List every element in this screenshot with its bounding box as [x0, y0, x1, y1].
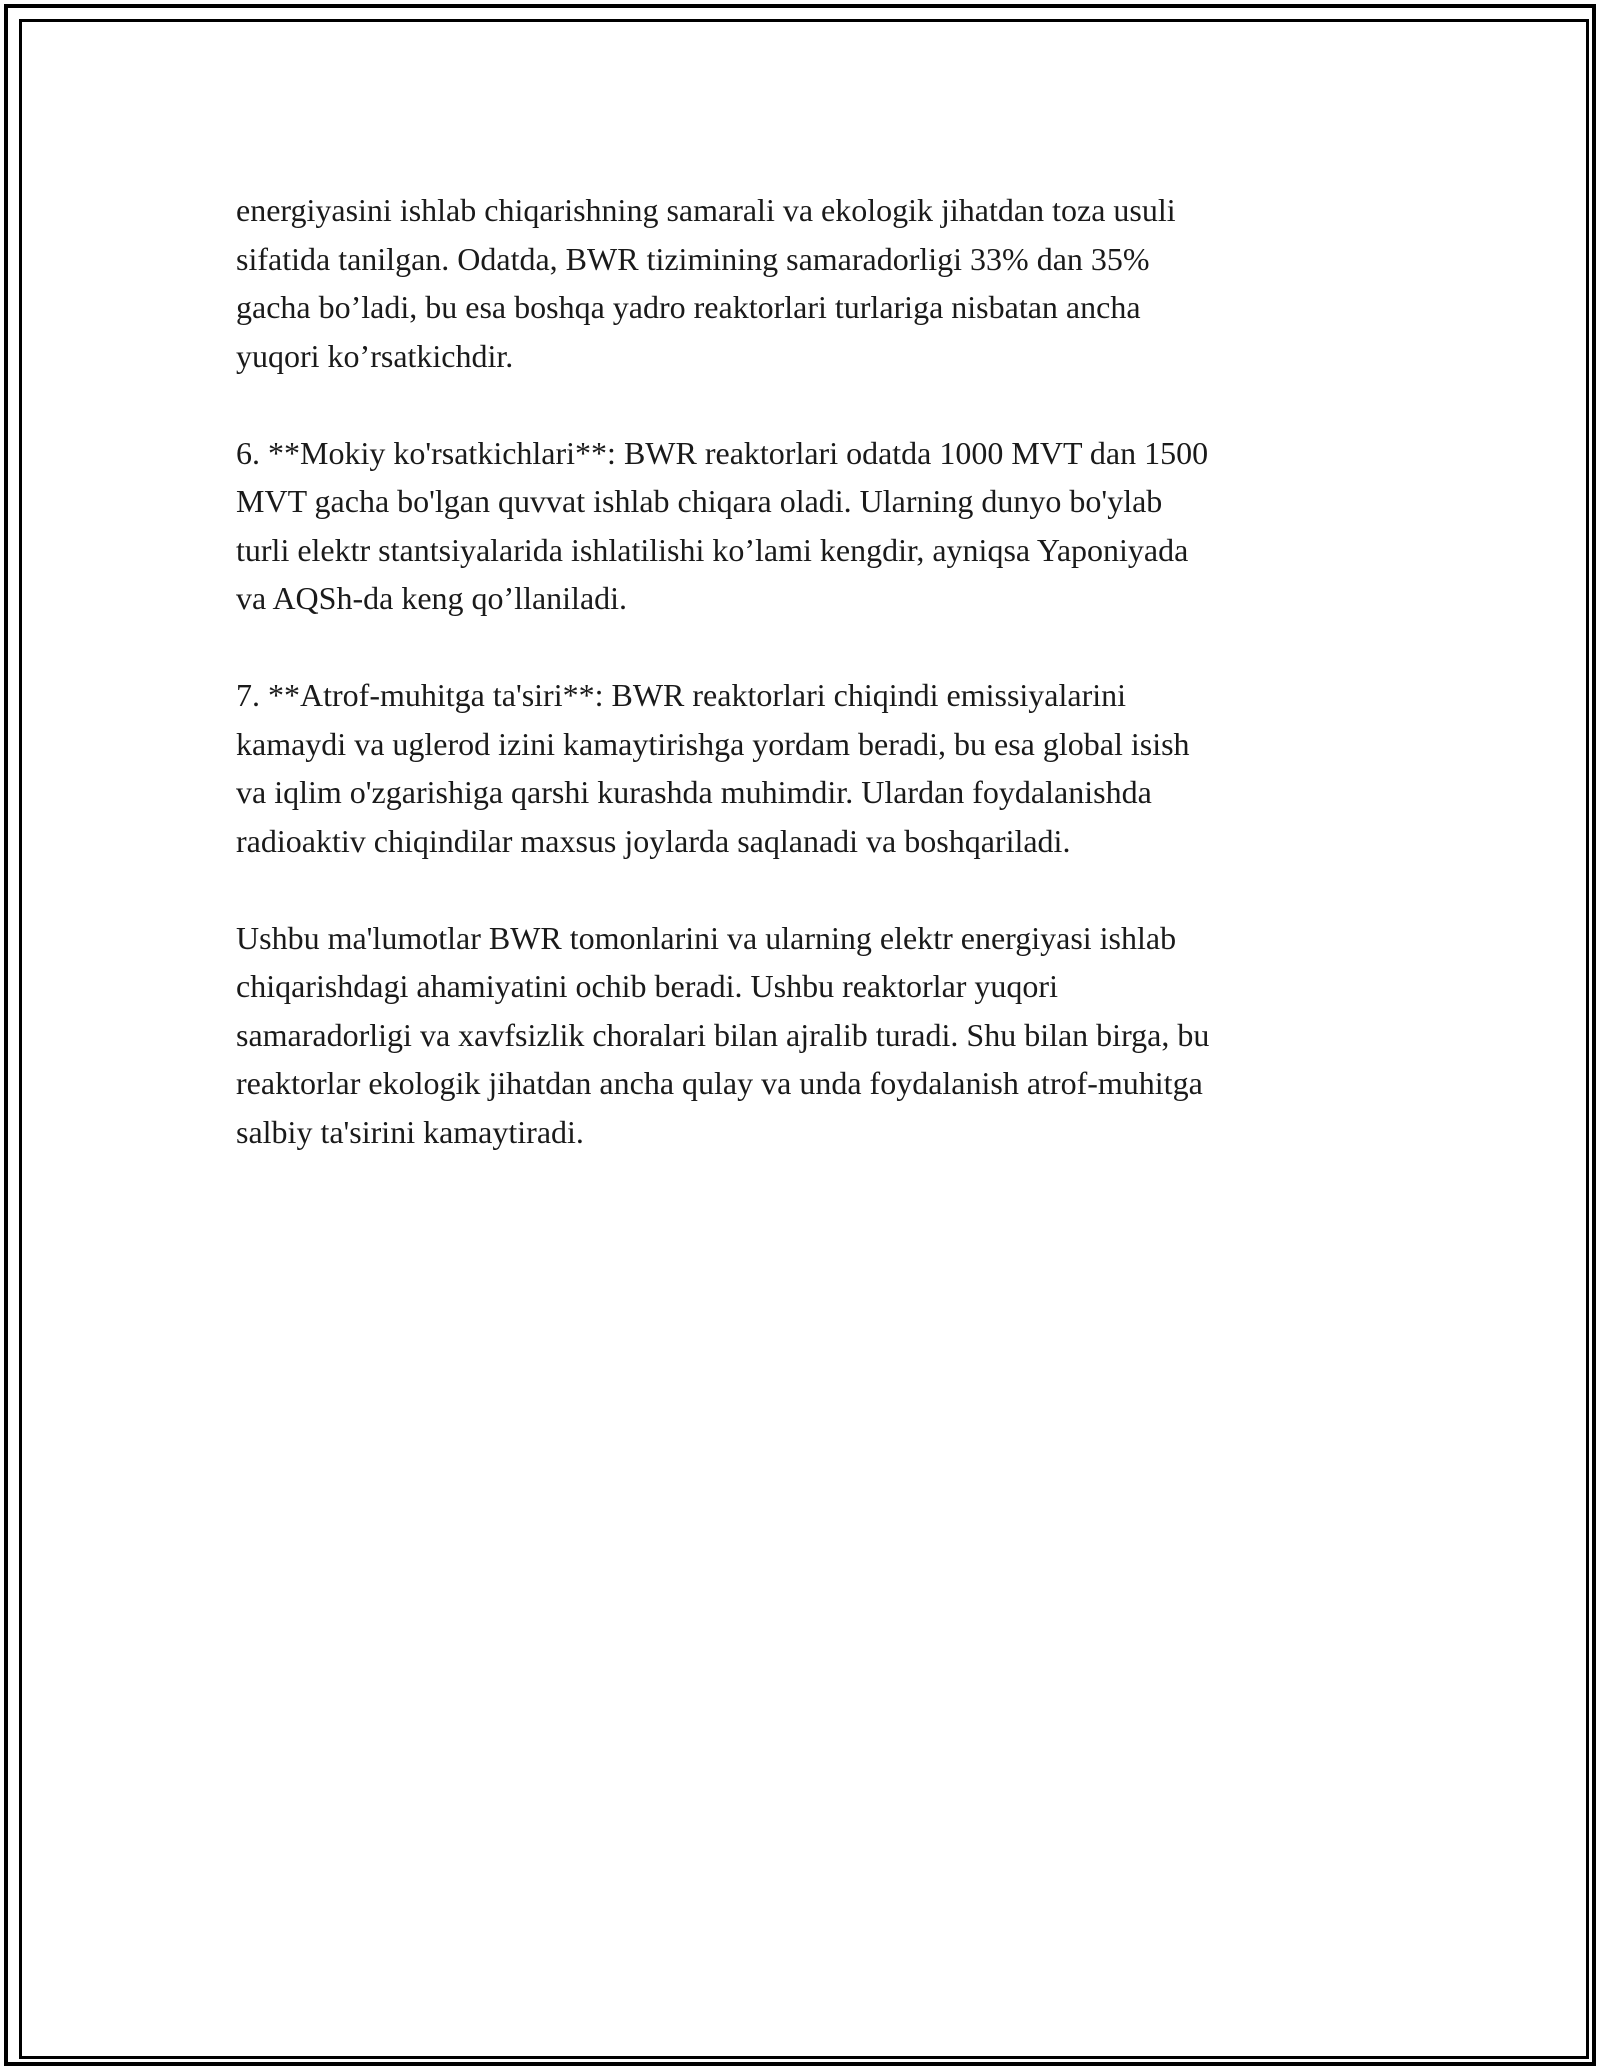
- paragraph-efficiency: energiyasini ishlab chiqarishning samarali va ekologik jihatdan toza usuli sifatida tanilgan. Odatda, BWR tizimining samaradorligi 33% dan 35% gacha bo’ladi, bu esa boshqa yadro reaktorlari turlariga nisbatan ancha yuqori ko’rsatkichdir.: [236, 192, 1176, 374]
- paragraph-power-output: 6. **Mokiy ko'rsatkichlari**: BWR reaktorlari odatda 1000 MVT dan 1500 MVT gacha bo'lgan quvvat ishlab chiqara oladi. Ularning dunyo bo'ylab turli elektr stantsiyalarida ishlatilishi ko’lami kengdir, ayniqsa Yaponiyada va AQSh-da keng qo’llaniladi.: [236, 434, 1209, 616]
- document-body: [236, 186, 1366, 1205]
- paragraph-conclusion: Ushbu ma'lumotlar BWR tomonlarini va ularning elektr energiyasi ishlab chiqarishdagi ahamiyatini ochib beradi. Ushbu reaktorlar yuqori samaradorligi va xavfsizlik choralari bilan ajralib turadi. Shu bilan birga, bu reaktorlar ekologik jihatdan ancha qulay va unda foydalanish atrof-muhitga salbiy ta'sirini kamaytiradi.: [236, 919, 1210, 1150]
- paragraph-environmental-impact: 7. **Atrof-muhitga ta'siri**: BWR reaktorlari chiqindi emissiyalarini kamaydi va uglerod izini kamaytirishga yordam beradi, bu esa global isish va iqlim o'zgarishiga qarshi kurashda muhimdir. Ulardan foydalanishda radioaktiv chiqindilar maxsus joylarda saqlanadi va boshqariladi.: [236, 677, 1190, 859]
